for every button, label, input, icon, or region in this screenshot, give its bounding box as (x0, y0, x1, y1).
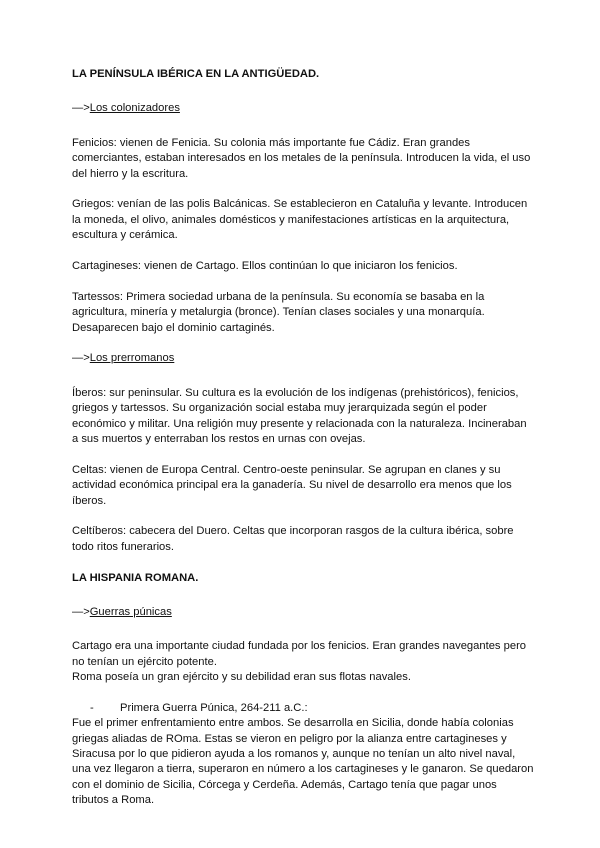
subheading-prerromanos (72, 351, 534, 366)
paragraph-roma: Roma poseía un gran ejército y su debilidad eran sus flotas navales. (72, 671, 411, 684)
subheading-label: Guerras púnicas (89, 606, 172, 619)
paragraph-griegos: Griegos: venían de las polis Balcánicas. Se establecieron en Cataluña y levante. Introducen la moneda, el olivo, animales domésticos y manifestaciones artísticas en la arquitectura, escultura y cerámica. (72, 198, 528, 242)
bullet-dash: - (90, 701, 94, 714)
paragraph-cartagineses: Cartagineses: vienen de Cartago. Ellos continúan lo que iniciaron los fenicios. (72, 260, 458, 273)
subheading-colonizadores (72, 101, 534, 116)
subheading-guerras-punicas (72, 605, 534, 620)
arrow-marker: —> (72, 352, 90, 365)
section-heading-hispania-romana: LA HISPANIA ROMANA. (72, 571, 199, 584)
section-heading-antiguedad: LA PENÍNSULA IBÉRICA EN LA ANTIGÜEDAD. (72, 68, 320, 80)
list-item-primera-guerra (72, 701, 534, 716)
paragraph-celtas: Celtas: vienen de Europa Central. Centro-oeste peninsular. Se agrupan en clanes y su actividad económica principal era la ganadería. Su nivel de desarrollo era menos que los íberos. (72, 463, 512, 507)
subheading-label: Los colonizadores (89, 102, 180, 115)
paragraph-primera-guerra: Fue el primer enfrentamiento entre ambos. Se desarrolla en Sicilia, donde había colonias griegas aliadas de ROma. Estas se vieron en peligro por la alianza entre cartagineses y Siracusa por lo que pidieron ayuda a los romanos y, aunque no tenían un alto nivel naval, una vez llegaron a tierra, superaron en número a los cartagineses y le ganaron. Se quedaron con el dominio de Sicilia, Córcega y Cerdeña. Además, Cartago tenía que pagar unos tributos a Roma. (72, 717, 534, 807)
paragraph-tartessos: Tartessos: Primera sociedad urbana de la península. Su economía se basaba en la agricultura, minería y metalurgia (bronce). Tenían clases sociales y una monarquía. Desaparecen bajo el dominio cartaginés. (72, 290, 485, 334)
arrow-marker: —> (72, 102, 90, 115)
paragraph-fenicios: Fenicios: vienen de Fenicia. Su colonia más importante fue Cádiz. Eran grandes comerciantes, estaban interesados en los metales de la península. Introducen la vida, el uso del hierro y la escritura. (72, 136, 531, 180)
document-body (72, 67, 534, 809)
paragraph-celtiberos: Celtíberos: cabecera del Duero. Celtas que incorporan rasgos de la cultura ibérica, sobre todo ritos funerarios. (72, 525, 514, 553)
list-item-label: Primera Guerra Púnica, 264-211 a.C.: (120, 701, 308, 714)
paragraph-iberos: Íberos: sur peninsular. Su cultura es la evolución de los indígenas (prehistóricos), fenicios, griegos y tartessos. Su organización social estaba muy jerarquizada según el poder económico y militar. Una religión muy presente y relacionada con la naturaleza. Incineraban a sus muertos y enterraban los restos en urnas con ovejas. (72, 386, 527, 446)
paragraph-cartago: Cartago era una importante ciudad fundada por los fenicios. Eran grandes navegantes pero no tenían un ejército potente. (72, 640, 527, 668)
arrow-marker: —> (72, 606, 90, 619)
subheading-label: Los prerromanos (89, 352, 175, 365)
